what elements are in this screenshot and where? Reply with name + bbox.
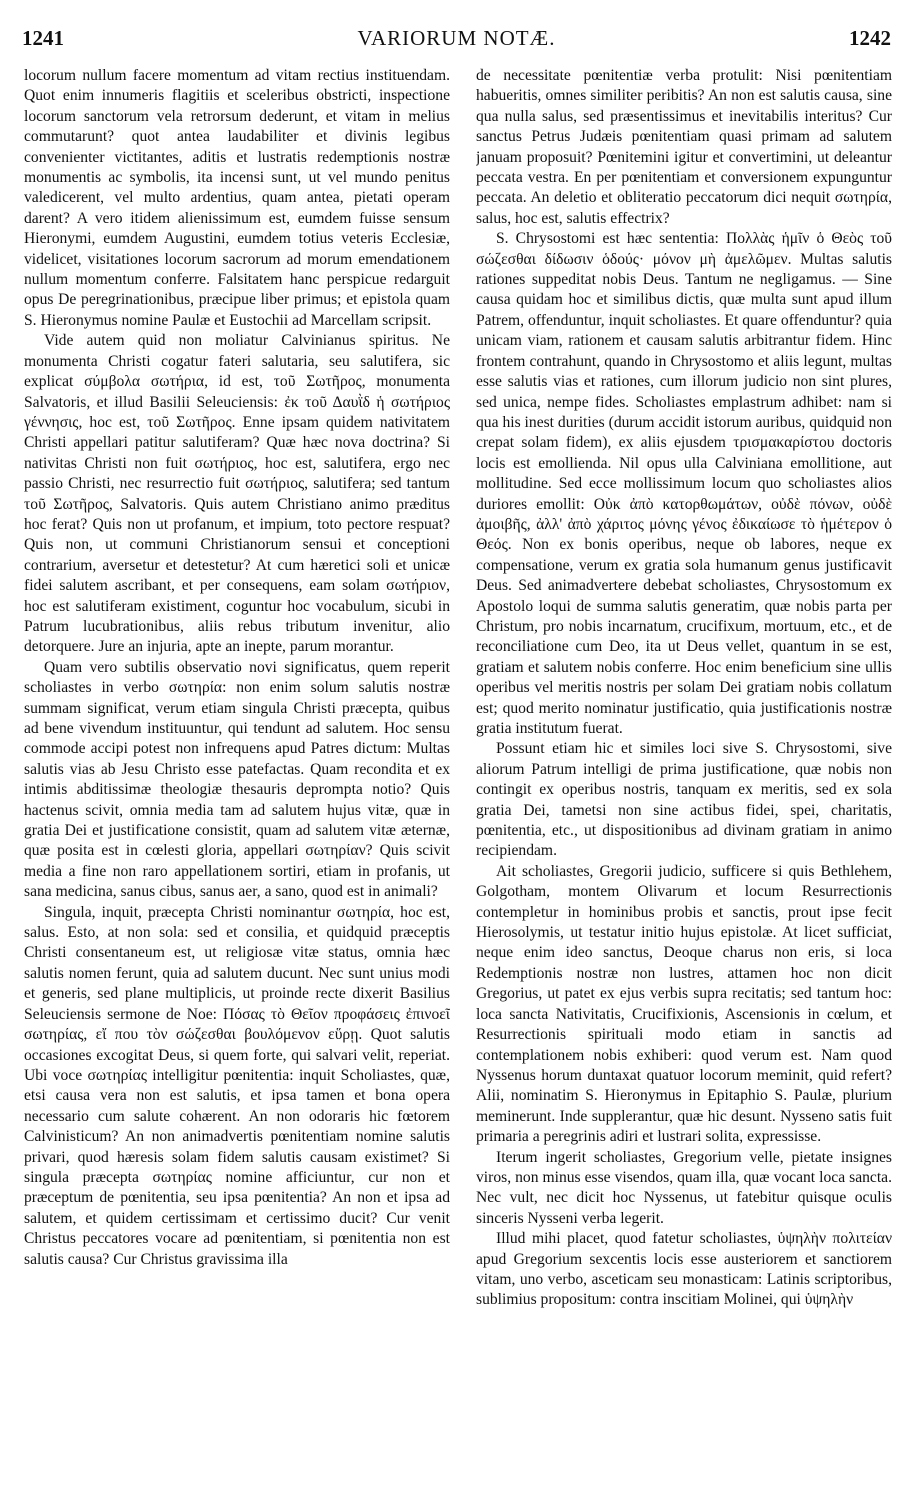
running-title: VARIORUM NOTÆ. xyxy=(357,26,556,50)
paragraph: de necessitate pœnitentiæ verba protulit: Nisi pœnitentiam habueritis, omnes similiter peribitis? An non est salutis causa, sine qua nulla salus, sed præsentissimus et inevitabilis interitus? Cur sanctus Petrus Judæis pœnitentiam quasi primam ad salutem januam proposuit? Pœnitemini igitur et convertimini, ut deleantur peccata vestra. En per pœnitentiam et conversionem expunguntur peccata. An deletio et obliteratio peccatorum dici nequit σωτηρία, salus, hoc est, salutis effectrix? xyxy=(476,67,892,227)
page-number-right: 1242 xyxy=(849,26,891,50)
left-column xyxy=(24,66,450,1486)
paragraph: Iterum ingerit scholiastes, Gregorium velle, pietate insignes viros, non minus esse visendos, quam illa, quæ vocant loca sancta. Nec vult, nec dicit hoc Nyssenus, ut fatebitur quisque oculis sinceris Nysseni verba legerit. xyxy=(476,1148,892,1227)
paragraph: Ait scholiastes, Gregorii judicio, sufficere si quis Bethlehem, Golgotham, montem Olivarum et locum Resurrectionis contempletur in hominibus probis et sanctis, prout ipse fecit Hierosolymis, ut testatur initio hujus epistolæ. At licet sufficiat, neque enim ideo sanctus, Deoque charus non eris, si loca Redemptionis nostræ non lustres, attamen hoc non dicit Gregorius, ut patet ex ejus verbis supra recitatis; sed tantum hoc: loca sancta Nativitatis, Crucifixionis, Ascensionis in cœlum, et Resurrectionis spirituali modo etiam in sanctis ad contemplationem nobis exhiberi: quod verum est. Nam quod Nyssenus horum duntaxat quatuor locorum meminit, quid refert? Alii, nominatim S. Hieronymus in Epitaphio S. Paulæ, plurium meminerunt. Inde supplerantur, quæ hic desunt. Nysseno satis fuit primaria a peregrinis adiri et lustrari solita, expressisse. xyxy=(476,862,892,1146)
paragraph: Possunt etiam hic et similes loci sive S. Chrysostomi, sive aliorum Patrum intelligi de prima justificatione, quæ nobis non contingit ex operibus nostris, tanquam ex meritis, sed ex sola gratia Dei, tametsi non sine actibus fidei, spei, charitatis, pœnitentia, etc., ut dispositionibus ad divinam gratiam in animo recipiendam. xyxy=(476,740,892,860)
paragraph: Illud mihi placet, quod fatetur scholiastes, ὑψηλὴν πολιτείαν apud Gregorium sexcentis locis esse austeriorem et sanctiorem vitam, uno verbo, asceticam seu monasticam: Latinis scriptoribus, sublimius propositum: contra inscitiam Molinei, qui ὑψηλὴν xyxy=(476,1230,892,1309)
paragraph: Vide autem quid non moliatur Calvinianus spiritus. Ne monumenta Christi cogatur fateri salutaria, seu salutifera, sic explicat σύμβολα σωτήρια, id est, τοῦ Σωτῆρος, monumenta Salvatoris, et illud Basilii Seleuciensis: ἐκ τοῦ Δαυῒδ ἡ σωτήριος γέννησις, hoc est, τοῦ Σωτῆρος. Enne ipsam quidem nativitatem Christi appellari patitur salutiferam? Quæ hæc nova doctrina? Si nativitas Christi non fuit σωτήριος, hoc est, salutifera, ergo nec passio Christi, nec resurrectio fuit σωτήριος, salutifera; sed tantum τοῦ Σωτῆρος, Salvatoris. Quis autem Christiano animo præditus hoc ferat? Quis non ut profanum, et impium, toto pectore respuat? Quis non, ut communi Christianorum sensui et conceptioni contrarium, aversetur et detestetur? At cum hæretici soli et unicæ fidei salutem ascribant, et per consequens, eam solam σωτήριον, hoc est salutiferam existiment, coguntur hoc vocabulum, sicubi in Patrum lucubrationibus, aliis rebus tributum invenitur, alio detorquere. Jure an injuria, apte an inepte, parum morantur. xyxy=(24,332,450,656)
right-column xyxy=(476,66,892,1486)
paragraph: S. Chrysostomi est hæc sententia: Πολλὰς ἡμῖν ὁ Θεὸς τοῦ σώζεσθαι δίδωσιν ὁδούς· μόνον μὴ ἀμελῶμεν. Multas salutis rationes suppeditat nobis Deus. Tantum ne negligamus. — Sine causa quidam hoc et similibus dictis, quæ multa sunt apud illum Patrem, offenduntur, inquit scholiastes. Et quare offenduntur? quia unicam viam, rationem et causam salutis arbitrantur fidem. Hinc frontem contrahunt, quando in Chrysostomo et aliis legunt, multas esse salutis vias et rationes, cum illorum judicio non sint plures, sed unica, nempe fides. Scholiastes emplastrum adhibet: nam si qua his inest durities (durum accidit istorum auribus, quidquid non crepat solam fidem), ex aliis ejusdem τρισμακαρίστου doctoris locis est emollienda. Nil opus ulla Calviniana emollitione, aut mollitudine. Sed ecce mollissimum locum quo scholiastes alios duriores emollit: Οὐκ ἀπὸ κατορθωμάτων, οὐδὲ πόνων, οὐδὲ ἀμοιβῆς, ἀλλ' ἀπὸ χάριτος μόνης γένος ἐδικαίωσε τὸ ἡμέτερον ὁ Θεός. Non ex bonis operibus, neque ob labores, neque ex compensatione, verum ex gratia sola humanum genus justificavit Deus. Sed animadvertere debebat scholiastes, Chrysostomum ex Apostolo loqui de summa salutis generatim, quæ nobis parta per Christum, pro nobis incarnatum, crucifixum, mortuum, etc., et de reconciliatione cum Deo, ita ut Deus vellet, quantum in se est, gratiam et salutem nobis conferre. Hoc enim beneficium sine ullis operibus vel meritis nostris per solam Dei gratiam nobis collatum est; quod merito nominatur justificatio, quia justificationis nostræ gratia institutum fuerat. xyxy=(476,230,892,737)
running-header xyxy=(22,22,891,52)
paragraph: Singula, inquit, præcepta Christi nominantur σωτηρία, hoc est, salus. Esto, at non sola: sed et consilia, et quidquid præceptis Christi consentaneum est, ut religiosæ vitæ status, omnia hæc salutis nomen ferunt, quia ad salutem ducunt. Nec sunt unius modi et generis, sed plane multiplicis, ut proinde recte dixerit Basilius Seleuciensis sermone de Noe: Πόσας τὸ Θεῖον προφάσεις ἐπινοεῖ σωτηρίας, εἴ που τὸν σώζεσθαι βουλόμενον εὕρῃ. Quot salutis occasiones excogitat Deus, si quem forte, qui salvari velit, reperiat. Ubi voce σωτηρίας intelligitur pœnitentia: inquit Scholiastes, quæ, etsi causa vera non est salutis, et ipsa tamen et bona opera necessario cum salute cohærent. An non odoraris hic fœtorem Calvinisticum? An non animadvertis pœnitentiam nomine salutis privari, quod hæresis solam fidem salutis causam existimet? Si singula præcepta σωτηρίας nomine afficiuntur, cur non et præceptum de pœnitentia, seu ipsa pœnitentia? An non et ipsa ad salutem, et quidem certissimam et certissimo ducit? Cur venit Christus peccatores vocare ad pœnitentiam, si pœnitentia non est salutis causa? Cur Christus gravissima illa xyxy=(24,903,450,1268)
paragraph: locorum nullum facere momentum ad vitam rectius instituendam. Quot enim innumeris flagitiis et sceleribus obstricti, inspectione locorum sanctorum vela retrorsum dederunt, et vitam in melius commutarunt? quot antea laudabiliter et divinis legibus convenienter victitantes, aditis et lustratis redemptionis nostræ monumentis ac symbolis, ita incensi sunt, ut vel mundo penitus valedicerent, vel multo ardentius, quam antea, pietati operam darent? A vero itidem alienissimum est, eumdem fuisse sensum Hieronymi, eumdem Augustini, eumdem totius veteris Ecclesiæ, videlicet, visitationes locorum sacrorum ad morum emendationem nullum momentum conferre. Falsitatem hanc perspicue redarguit opus De peregrinationibus, præcipue liber primus; et epistola quam S. Hieronymus nomine Paulæ et Eustochii ad Marcellam scripsit. xyxy=(24,67,450,329)
page-number-left: 1241 xyxy=(22,26,64,50)
paragraph: Quam vero subtilis observatio novi significatus, quem reperit scholiastes in verbo σωτηρία: non enim solum salutis nostræ summam significat, verum etiam singula Christi præcepta, quibus ad bene vivendum instituuntur, qui tendunt ad salutem. Hoc sensu commode accipi potest non infrequens apud Patres dictum: Multas salutis vias ab Jesu Christo esse patefactas. Quam recondita et ex intimis abditissimæ theologiæ thesauris deprompta notio? Quis hactenus scivit, omnia media tam ad salutem hujus vitæ, quæ in gratia Dei et justificatione consistit, quam ad salutem vitæ æternæ, quæ posita est in cœlesti gloria, appellari σωτηρίαν? Quis scivit media a fine non raro appellationem sortiri, etiam in profanis, ut sana medicina, sanus cibus, sanus aer, a sano, quod est in animali? xyxy=(24,658,450,901)
